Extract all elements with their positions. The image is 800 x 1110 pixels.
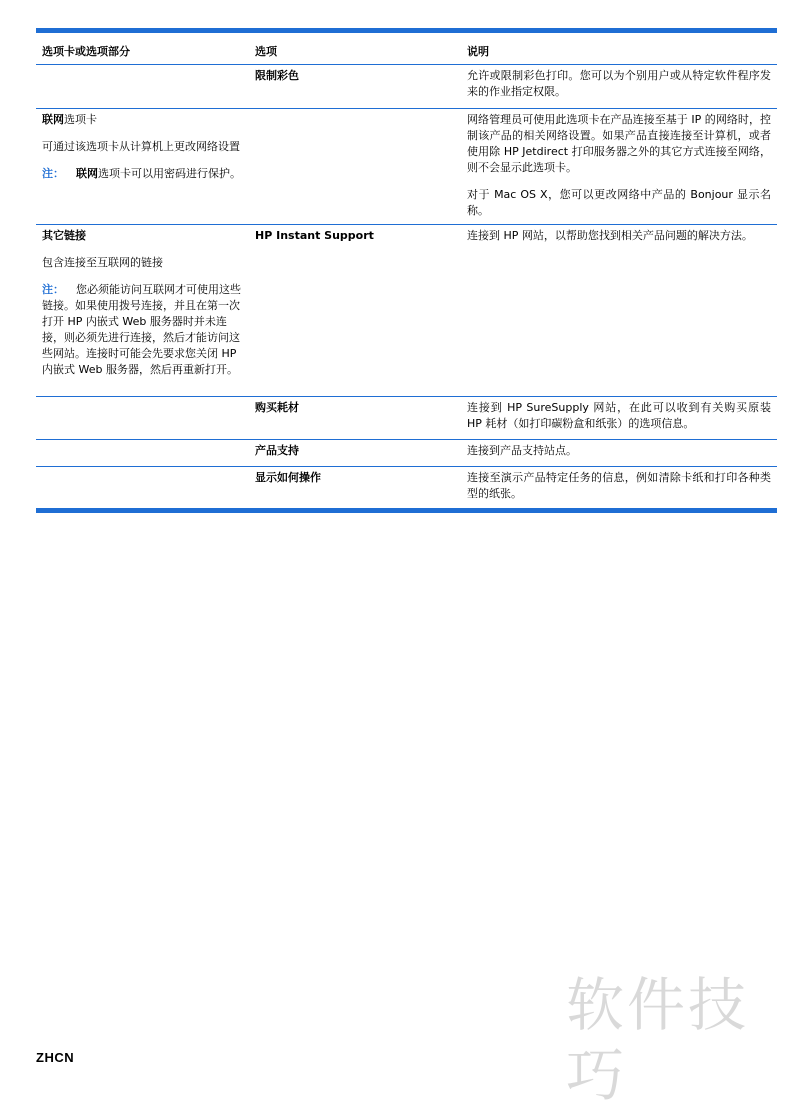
option-cell	[249, 65, 461, 109]
section-cell	[36, 65, 249, 109]
header-description: 说明	[467, 45, 489, 58]
note-label: 注：	[42, 283, 64, 296]
section-cell	[36, 467, 249, 511]
description-text: 允许或限制彩色打印。您可以为个别用户或从特定软件程序发来的作业指定权限。	[467, 69, 771, 98]
description-text: 连接至演示产品特定任务的信息，例如清除卡纸和打印各种类型的纸张。	[467, 471, 771, 500]
option-cell	[249, 467, 461, 511]
option-cell	[249, 225, 461, 397]
option-label: 显示如何操作	[255, 471, 321, 484]
section-title	[42, 112, 243, 128]
table-row	[36, 65, 777, 109]
note-bold: 联网	[76, 167, 98, 180]
description-text: 连接到 HP SureSupply 网站，在此可以收到有关购买原装 HP 耗材（如打印碳粉盒和纸张）的选项信息。	[467, 401, 771, 430]
description-text: 网络管理员可使用此选项卡在产品连接至基于 IP 的网络时，控制该产品的相关网络设置。如果产品直接连接至计算机，或者使用除 HP Jetdirect 打印服务器之外的其它方式连接至网络，则不会显示此选项卡。	[467, 113, 771, 174]
description-cell	[461, 225, 777, 397]
option-label: 产品支持	[255, 444, 299, 457]
table-row	[36, 397, 777, 440]
description-text: 连接到 HP 网站，以帮助您找到相关产品问题的解决方法。	[467, 229, 753, 242]
option-cell	[249, 440, 461, 467]
note	[42, 282, 243, 378]
section-cell	[36, 225, 249, 397]
description-cell	[461, 467, 777, 511]
description-cell	[461, 440, 777, 467]
options-table	[36, 28, 777, 513]
description-text: 对于 Mac OS X，您可以更改网络中产品的 Bonjour 显示名称。	[467, 188, 771, 217]
note-text: 您必须能访问互联网才可使用这些链接。如果使用拨号连接，并且在第一次打开 HP 内嵌式 Web 服务器时并未连接，则必须先进行连接，然后才能访问这些网站。连接时可能会先要求您关闭 HP 内嵌式 Web 服务器，然后再重新打开。	[42, 283, 241, 376]
footer-locale-code: ZHCN	[36, 1050, 75, 1065]
header-section: 选项卡或选项部分	[42, 45, 130, 58]
note-label: 注：	[42, 167, 64, 180]
option-label: 限制彩色	[255, 69, 299, 82]
table-header-row	[36, 31, 777, 65]
section-title-suffix: 选项卡	[64, 113, 97, 126]
watermark-text: 软件技巧	[566, 971, 750, 1109]
section-cell	[36, 397, 249, 440]
header-option: 选项	[255, 45, 277, 58]
section-cell	[36, 440, 249, 467]
section-title: 其它链接	[42, 229, 86, 242]
option-label: 购买耗材	[255, 401, 299, 414]
section-title-bold: 联网	[42, 113, 64, 126]
description-cell	[461, 65, 777, 109]
option-label: HP Instant Support	[255, 229, 374, 242]
table-row	[36, 225, 777, 397]
table-row	[36, 440, 777, 467]
table-row	[36, 109, 777, 225]
option-cell	[249, 109, 461, 225]
description-cell	[461, 109, 777, 225]
description-cell	[461, 397, 777, 440]
section-description: 可通过该选项卡从计算机上更改网络设置	[42, 140, 240, 153]
table-row	[36, 467, 777, 511]
option-cell	[249, 397, 461, 440]
section-description: 包含连接至互联网的链接	[42, 256, 163, 269]
description-text: 连接到产品支持站点。	[467, 444, 577, 457]
note	[42, 166, 243, 182]
section-cell	[36, 109, 249, 225]
note-text: 选项卡可以用密码进行保护。	[98, 167, 241, 180]
